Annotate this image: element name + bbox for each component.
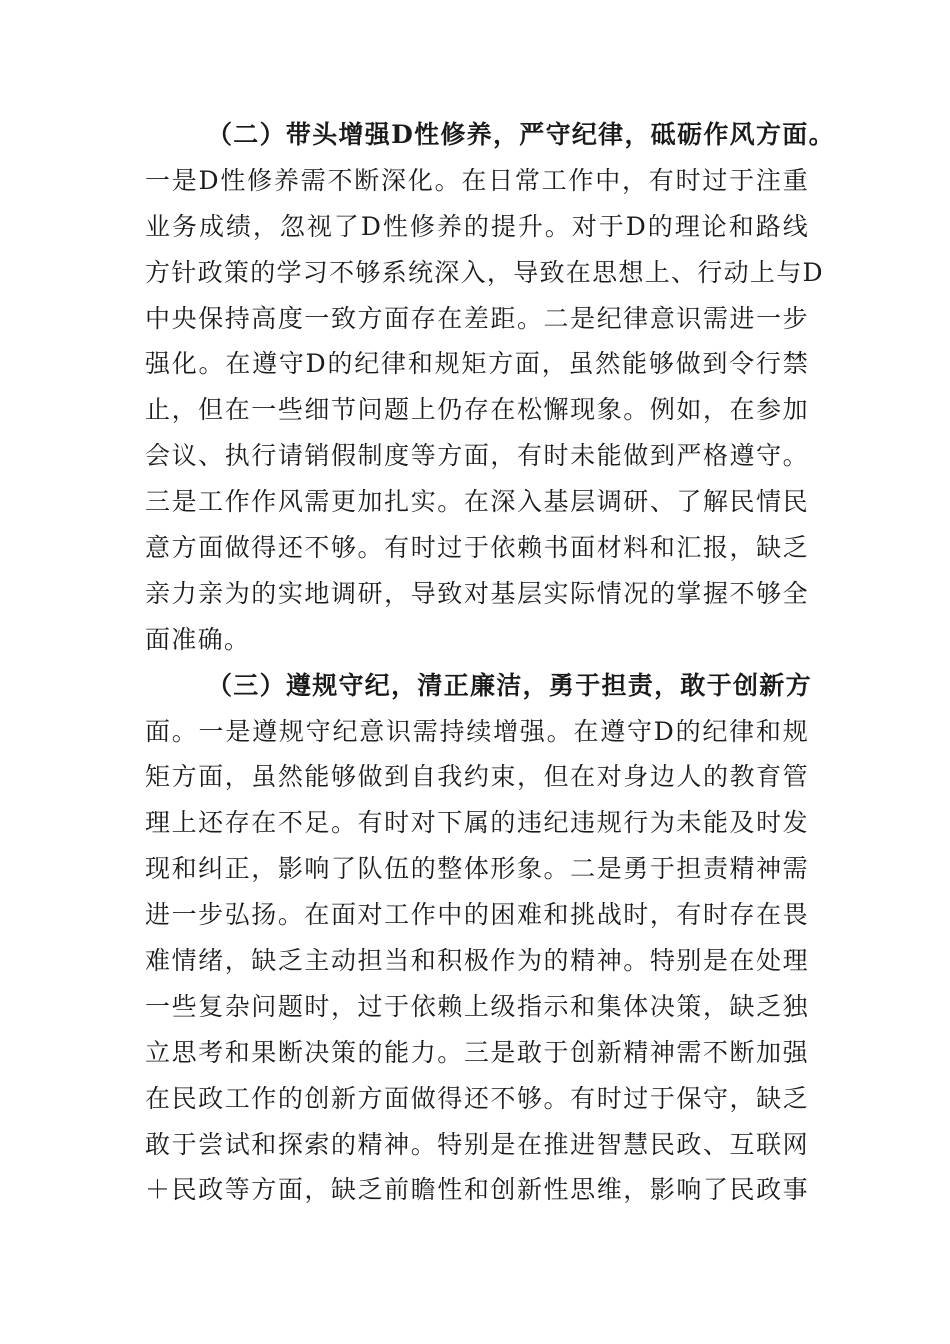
paragraph-line: 难情绪，缺乏主动担当和积极作为的精神。特别是在处理: [145, 946, 809, 976]
section-three-heading-line: （三）遵规守纪，清正廉洁，勇于担责，敢于创新方: [207, 670, 812, 700]
paragraph-line: 现和纠正，影响了队伍的整体形象。二是勇于担责精神需: [145, 854, 809, 884]
paragraph-line: 一些复杂问题时，过于依赖上级指示和集体决策，缺乏独: [145, 991, 809, 1021]
paragraph-line: 一是D性修养需不断深化。在日常工作中，有时过于注重: [145, 165, 809, 195]
section-three-paragraph: [145, 663, 812, 1214]
paragraph-line: 在民政工作的创新方面做得还不够。有时过于保守，缺乏: [145, 1083, 809, 1113]
paragraph-line: ＋民政等方面，缺乏前瞻性和创新性思维，影响了民政事: [145, 1175, 809, 1205]
paragraph-line: 意方面做得还不够。有时过于依赖书面材料和汇报，缺乏: [145, 533, 809, 563]
paragraph-line: 三是工作作风需更加扎实。在深入基层调研、了解民情民: [145, 487, 809, 517]
paragraph-line: 矩方面，虽然能够做到自我约束，但在对身边人的教育管: [145, 762, 809, 792]
paragraph-line: 敢于尝试和探索的精神。特别是在推进智慧民政、互联网: [145, 1129, 809, 1159]
paragraph-line: 会议、执行请销假制度等方面，有时未能做到严格遵守。: [145, 441, 809, 471]
paragraph-line: 立思考和果断决策的能力。三是敢于创新精神需不断加强: [145, 1037, 809, 1067]
paragraph-line: 亲力亲为的实地调研，导致对基层实际情况的掌握不够全: [145, 578, 809, 608]
paragraph-line: 方针政策的学习不够系统深入，导致在思想上、行动上与D: [145, 257, 824, 287]
paragraph-line: 面。一是遵规守纪意识需持续增强。在遵守D的纪律和规: [145, 716, 809, 746]
paragraph-line: 业务成绩，忽视了D性修养的提升。对于D的理论和路线: [145, 211, 809, 241]
paragraph-line: 面准确。: [145, 624, 251, 654]
paragraph-line: 中央保持高度一致方面存在差距。二是纪律意识需进一步: [145, 303, 809, 333]
paragraph-line: 进一步弘扬。在面对工作中的困难和挑战时，有时存在畏: [145, 900, 809, 930]
document-body: [145, 112, 835, 1213]
section-two-paragraph: [145, 112, 835, 663]
paragraph-line: 止，但在一些细节问题上仍存在松懈现象。例如，在参加: [145, 395, 809, 425]
section-two-heading-line: （二）带头增强D性修养，严守纪律，砥砺作风方面。: [207, 120, 835, 149]
paragraph-line: 强化。在遵守D的纪律和规矩方面，虽然能够做到令行禁: [145, 349, 809, 379]
paragraph-line: 理上还存在不足。有时对下属的违纪违规行为未能及时发: [145, 808, 809, 838]
